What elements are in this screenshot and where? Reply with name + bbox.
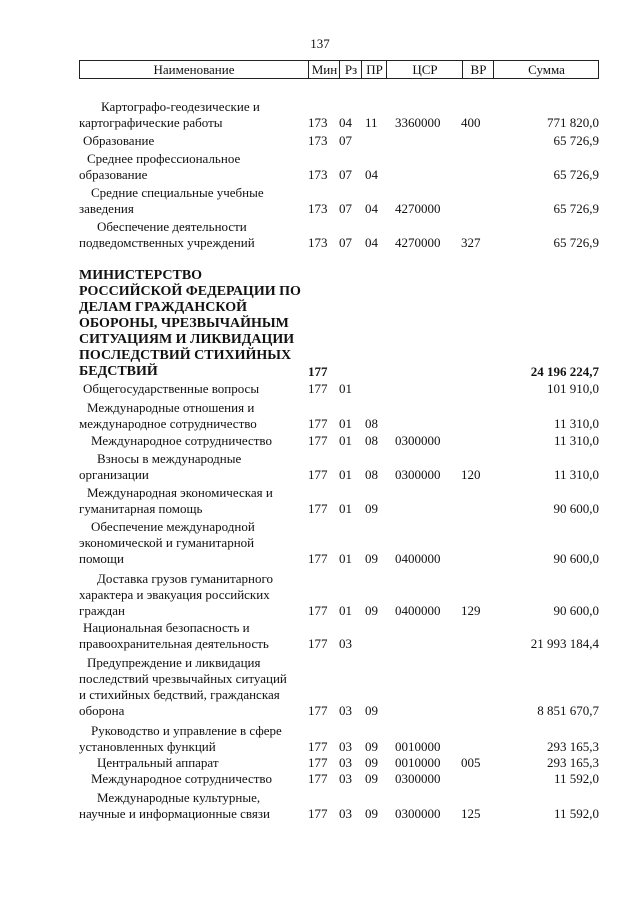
- min-cell: 173: [308, 167, 328, 182]
- row-name-line: картографические работы: [79, 115, 223, 130]
- rz-cell: 07: [339, 201, 352, 216]
- table-row: [79, 485, 599, 517]
- pr-cell: 04: [365, 235, 378, 250]
- sum-cell: 65 726,9: [553, 133, 599, 148]
- min-cell: 177: [308, 433, 328, 448]
- sum-cell: 11 592,0: [553, 771, 599, 786]
- row-name: [79, 790, 309, 822]
- row-name-line: Средние специальные учебные: [91, 185, 264, 200]
- sum-cell: 90 600,0: [553, 501, 599, 516]
- vr-cell: 005: [461, 755, 481, 770]
- sum-cell: 65 726,9: [553, 201, 599, 216]
- pr-cell: 08: [365, 467, 378, 482]
- min-cell: 177: [308, 416, 328, 431]
- rz-cell: 07: [339, 133, 352, 148]
- table-row: [79, 790, 599, 822]
- sum-cell: 11 310,0: [553, 416, 599, 431]
- page-number: 137: [310, 36, 330, 51]
- row-name-line: Национальная безопасность и: [83, 620, 250, 635]
- table-row: [79, 771, 599, 787]
- table-row: [79, 433, 599, 449]
- row-name: [79, 655, 309, 719]
- min-cell: 177: [308, 603, 328, 618]
- row-name-line: Руководство и управление в сфере: [91, 723, 282, 738]
- sum-cell: 293 165,3: [547, 755, 599, 770]
- sum-cell: 24 196 224,7: [530, 364, 599, 379]
- sum-cell: 21 993 184,4: [530, 636, 599, 651]
- csr-cell: 0400000: [395, 551, 441, 566]
- sum-cell: 293 165,3: [547, 739, 599, 754]
- row-name-line: Обеспечение международной: [91, 519, 255, 534]
- sum-cell: 11 310,0: [553, 433, 599, 448]
- row-name: [79, 620, 309, 652]
- pr-cell: 09: [365, 806, 378, 821]
- min-cell: 177: [308, 381, 328, 396]
- csr-cell: 0300000: [395, 467, 441, 482]
- pr-cell: 08: [365, 433, 378, 448]
- rz-cell: 03: [339, 636, 352, 651]
- sum-cell: 90 600,0: [553, 551, 599, 566]
- row-name-line: Обеспечение деятельности: [97, 219, 247, 234]
- row-name: [79, 268, 309, 380]
- min-cell: 173: [308, 235, 328, 250]
- vr-cell: 400: [461, 115, 481, 130]
- row-name-line: и стихийных бедствий, гражданская: [79, 687, 280, 702]
- column-header-rz: Рз: [339, 61, 362, 78]
- row-name-line: Международная экономическая и: [87, 485, 273, 500]
- row-name: [79, 771, 309, 787]
- column-header-sum: Сумма: [493, 61, 599, 78]
- table-row: [79, 381, 599, 397]
- table-row: [79, 133, 599, 149]
- row-name-line: образование: [79, 167, 148, 182]
- row-name: [79, 151, 309, 183]
- min-cell: 173: [308, 133, 328, 148]
- csr-cell: 0010000: [395, 739, 441, 754]
- rz-cell: 01: [339, 501, 352, 516]
- min-cell: 177: [308, 467, 328, 482]
- row-name-line: Доставка грузов гуманитарного: [97, 571, 274, 586]
- row-name: [79, 99, 309, 131]
- rz-cell: 07: [339, 167, 352, 182]
- rz-cell: 01: [339, 433, 352, 448]
- rz-cell: 03: [339, 806, 352, 821]
- row-name: [79, 485, 309, 517]
- row-name: [79, 755, 309, 771]
- table-row: [79, 723, 599, 755]
- pr-cell: 04: [365, 167, 378, 182]
- table-row: [79, 755, 599, 771]
- row-name-line: правоохранительная деятельность: [79, 636, 269, 651]
- min-cell: 177: [308, 703, 328, 718]
- row-name: [79, 400, 309, 432]
- min-cell: 177: [308, 739, 328, 754]
- table-row: [79, 151, 599, 183]
- csr-cell: 0300000: [395, 806, 441, 821]
- row-name-line: организации: [79, 467, 149, 482]
- row-name-line: ОБОРОНЫ, ЧРЕЗВЫЧАЙНЫМ: [79, 316, 289, 331]
- csr-cell: 3360000: [395, 115, 441, 130]
- min-cell: 177: [308, 755, 328, 770]
- row-name-line: последствий чрезвычайных ситуаций: [79, 671, 287, 686]
- row-name-line: МИНИСТЕРСТВО: [79, 268, 203, 283]
- row-name-line: Взносы в международные: [97, 451, 242, 466]
- sum-cell: 11 310,0: [553, 467, 599, 482]
- min-cell: 173: [308, 201, 328, 216]
- row-name: [79, 381, 309, 397]
- pr-cell: 11: [365, 115, 378, 130]
- row-name-line: Международное сотрудничество: [91, 433, 272, 448]
- sum-cell: 8 851 670,7: [537, 703, 599, 718]
- rz-cell: 04: [339, 115, 352, 130]
- vr-cell: 125: [461, 806, 481, 821]
- sum-cell: 771 820,0: [547, 115, 599, 130]
- column-header-pr: ПР: [361, 61, 387, 78]
- row-name-line: Образование: [83, 133, 155, 148]
- column-header-name: Наименование: [153, 62, 235, 77]
- pr-cell: 09: [365, 755, 378, 770]
- min-cell: 177: [308, 364, 328, 379]
- row-name: [79, 433, 309, 449]
- column-header-min: Мин: [308, 61, 340, 78]
- rz-cell: 03: [339, 771, 352, 786]
- row-name-line: ПОСЛЕДСТВИЙ СТИХИЙНЫХ: [79, 348, 292, 363]
- sum-cell: 11 592,0: [553, 806, 599, 821]
- table-row: [79, 451, 599, 483]
- row-name-line: характера и эвакуация российских: [79, 587, 270, 602]
- csr-cell: 4270000: [395, 201, 441, 216]
- rz-cell: 03: [339, 755, 352, 770]
- row-name: [79, 451, 309, 483]
- table-header: [79, 60, 599, 79]
- table-row: [79, 620, 599, 652]
- csr-cell: 4270000: [395, 235, 441, 250]
- row-name-line: гуманитарная помощь: [79, 501, 203, 516]
- row-name: [79, 185, 309, 217]
- row-name-line: БЕДСТВИЙ: [79, 364, 158, 379]
- min-cell: 173: [308, 115, 328, 130]
- row-name: [79, 519, 309, 567]
- pr-cell: 09: [365, 703, 378, 718]
- table-row: [79, 655, 599, 719]
- rz-cell: 03: [339, 703, 352, 718]
- vr-cell: 129: [461, 603, 481, 618]
- row-name-line: СИТУАЦИЯМ И ЛИКВИДАЦИИ: [79, 332, 295, 347]
- row-name: [79, 219, 309, 251]
- pr-cell: 09: [365, 603, 378, 618]
- sum-cell: 65 726,9: [553, 167, 599, 182]
- table-row: [79, 99, 599, 131]
- row-name-line: граждан: [79, 603, 125, 618]
- row-name-line: международное сотрудничество: [79, 416, 257, 431]
- rz-cell: 01: [339, 551, 352, 566]
- rz-cell: 01: [339, 381, 352, 396]
- row-name-line: установленных функций: [79, 739, 216, 754]
- pr-cell: 09: [365, 501, 378, 516]
- rz-cell: 01: [339, 603, 352, 618]
- pr-cell: 09: [365, 771, 378, 786]
- csr-cell: 0400000: [395, 603, 441, 618]
- row-name-line: подведомственных учреждений: [79, 235, 255, 250]
- table-row: [79, 400, 599, 432]
- row-name: [79, 571, 309, 619]
- min-cell: 177: [308, 771, 328, 786]
- csr-cell: 0300000: [395, 771, 441, 786]
- sum-cell: 90 600,0: [553, 603, 599, 618]
- row-name-line: Центральный аппарат: [97, 755, 219, 770]
- column-header-csr: ЦСР: [386, 61, 463, 78]
- vr-cell: 120: [461, 467, 481, 482]
- row-name-line: Международные культурные,: [97, 790, 261, 805]
- table-row: [79, 268, 599, 380]
- pr-cell: 04: [365, 201, 378, 216]
- row-name-line: Международное сотрудничество: [91, 771, 272, 786]
- row-name-line: Международные отношения и: [87, 400, 255, 415]
- rz-cell: 01: [339, 416, 352, 431]
- table-row: [79, 519, 599, 567]
- rz-cell: 07: [339, 235, 352, 250]
- row-name-line: заведения: [79, 201, 134, 216]
- table-row: [79, 219, 599, 251]
- pr-cell: 09: [365, 551, 378, 566]
- row-name-line: Картографо-геодезические и: [101, 99, 260, 114]
- row-name-line: помощи: [79, 551, 124, 566]
- rz-cell: 03: [339, 739, 352, 754]
- row-name-line: Среднее профессиональное: [87, 151, 241, 166]
- min-cell: 177: [308, 551, 328, 566]
- row-name: [79, 723, 309, 755]
- min-cell: 177: [308, 501, 328, 516]
- csr-cell: 0010000: [395, 755, 441, 770]
- row-name: [79, 133, 309, 149]
- min-cell: 177: [308, 806, 328, 821]
- column-header-vr: ВР: [462, 61, 494, 78]
- row-name-line: РОССИЙСКОЙ ФЕДЕРАЦИИ ПО: [79, 284, 301, 299]
- sum-cell: 65 726,9: [553, 235, 599, 250]
- row-name-line: экономической и гуманитарной: [79, 535, 255, 550]
- table-row: [79, 571, 599, 619]
- row-name-line: ДЕЛАМ ГРАЖДАНСКОЙ: [79, 300, 247, 315]
- min-cell: 177: [308, 636, 328, 651]
- csr-cell: 0300000: [395, 433, 441, 448]
- row-name-line: Общегосударственные вопросы: [83, 381, 260, 396]
- row-name-line: научные и информационные связи: [79, 806, 270, 821]
- row-name-line: Предупреждение и ликвидация: [87, 655, 261, 670]
- vr-cell: 327: [461, 235, 481, 250]
- pr-cell: 09: [365, 739, 378, 754]
- row-name-line: оборона: [79, 703, 125, 718]
- pr-cell: 08: [365, 416, 378, 431]
- sum-cell: 101 910,0: [547, 381, 599, 396]
- table-row: [79, 185, 599, 217]
- rz-cell: 01: [339, 467, 352, 482]
